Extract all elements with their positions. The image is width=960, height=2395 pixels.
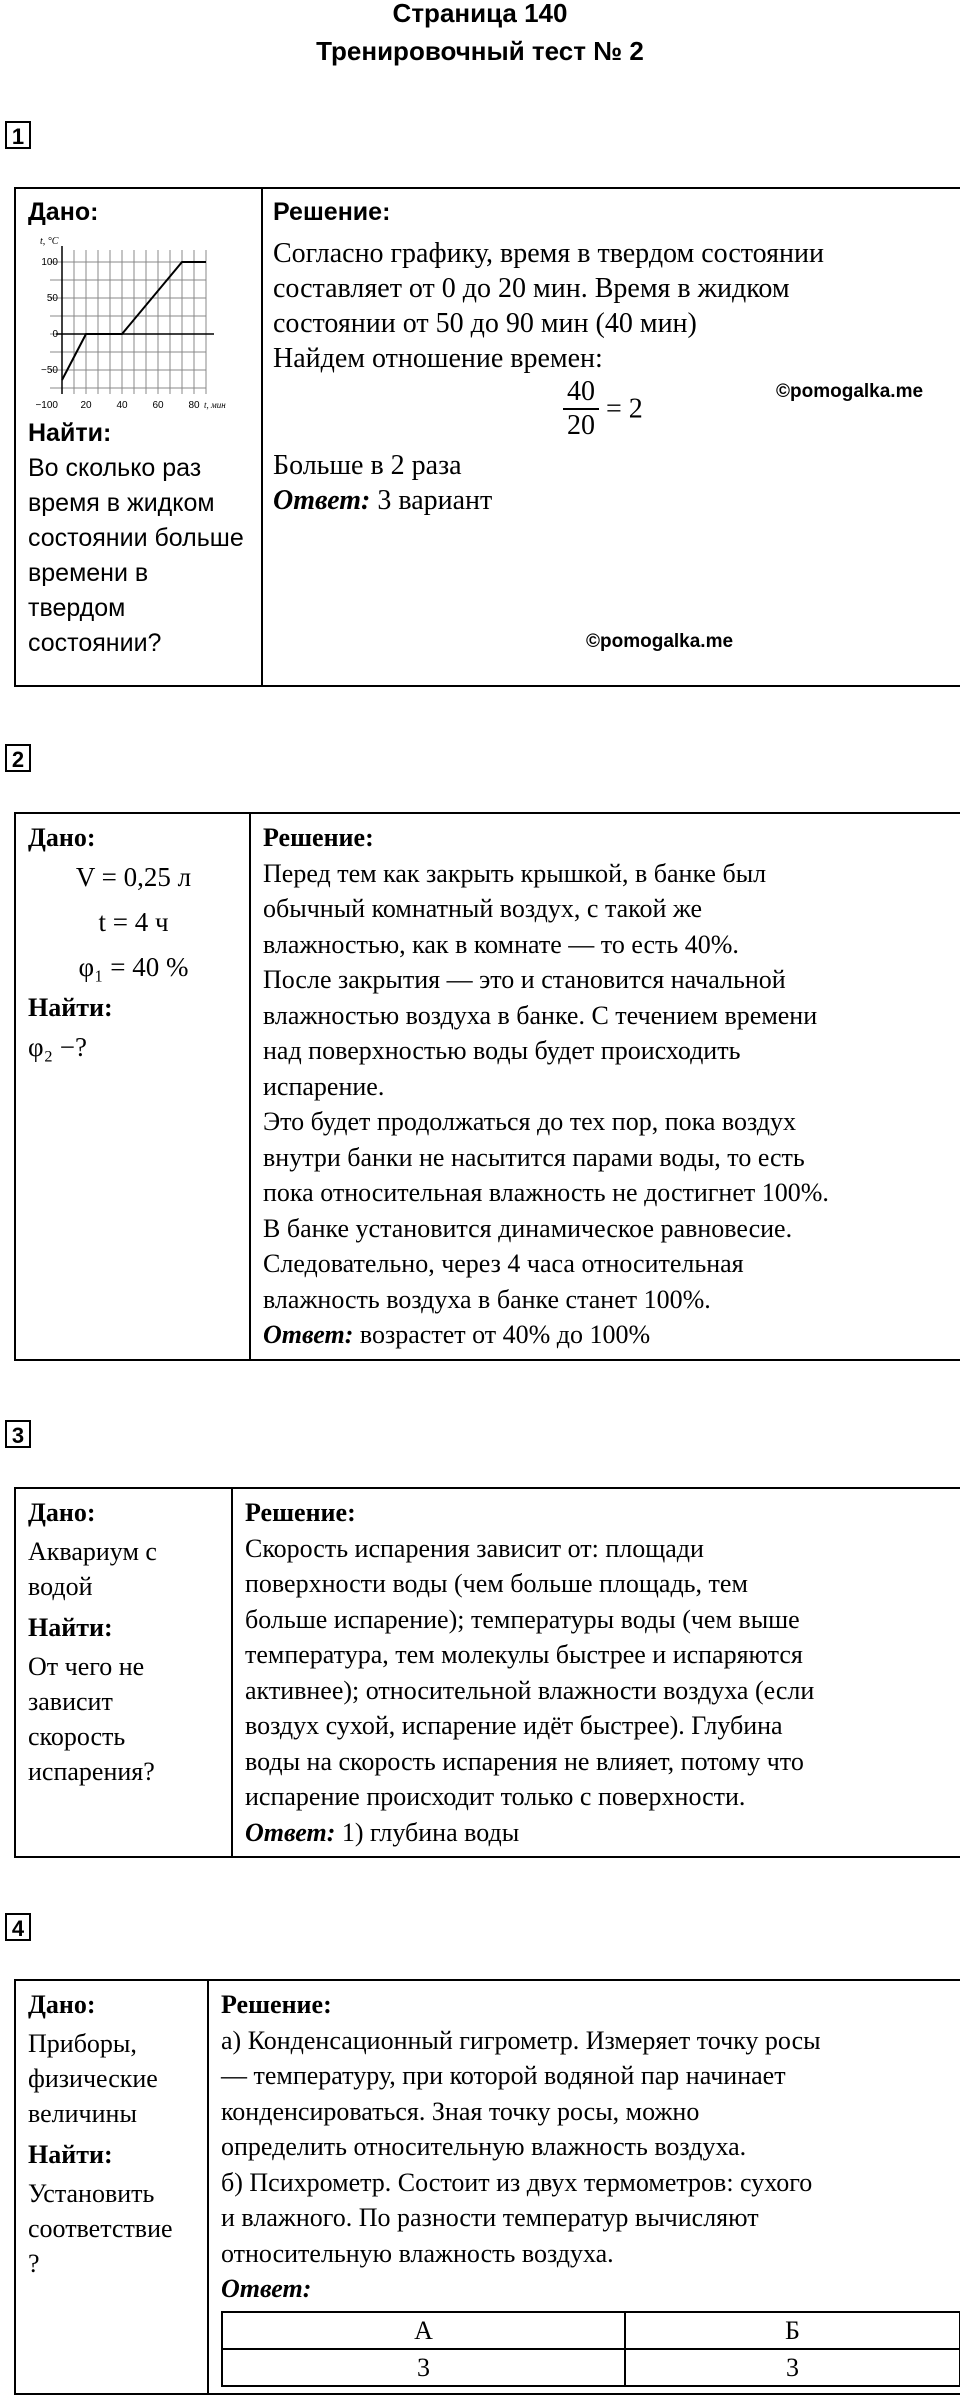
- answer-line: [273, 483, 950, 518]
- find-line: ?: [28, 2249, 40, 2278]
- test-title: Тренировочный тест № 2: [316, 36, 644, 66]
- solution-label: Решение:: [273, 198, 391, 226]
- solution-line: влажностью, как в комнате — то есть 40%.: [263, 929, 739, 959]
- solution-line: над поверхностью воды будет происходить: [263, 1036, 741, 1065]
- find-text: φ₂ −?: [28, 1032, 87, 1062]
- solution-label: Решение:: [263, 823, 374, 852]
- given-time: t = 4 ч: [98, 907, 169, 937]
- find-text: [28, 1649, 221, 1789]
- solution-line: воды на скорость испарения не влияет, потому что: [245, 1746, 804, 1776]
- solution-line: испарение.: [263, 1071, 385, 1101]
- solution-line: активнее); относительной влажности воздуха (если: [245, 1675, 815, 1705]
- solution-line: В банке установится динамическое равновесие.: [263, 1213, 793, 1243]
- solution-line: состоянии от 50 до 90 мин (40 мин): [273, 308, 697, 339]
- solution-line: Перед тем как закрыть крышкой, в банке был: [263, 858, 767, 888]
- task-2-solution-cell: [250, 813, 960, 1360]
- given-text: [28, 1534, 221, 1604]
- answer-table-header: Б: [625, 2312, 960, 2349]
- find-line: От чего не: [28, 1652, 145, 1681]
- task-2-table: [14, 812, 960, 1361]
- task-2-number: 2: [5, 744, 31, 772]
- solution-line: а) Конденсационный гигрометр. Измеряет точку росы: [221, 2025, 821, 2055]
- solution-line: обычный комнатный воздух, с такой же: [263, 894, 703, 923]
- task-4-table: [14, 1979, 960, 2395]
- graph-y-tick: −50: [41, 365, 58, 376]
- solution-text: [273, 236, 950, 376]
- solution-line: Согласно графику, время в твердом состоянии: [273, 238, 824, 269]
- graph-y-axis-label: t, °C: [40, 236, 59, 247]
- graph-x-tick: 60: [152, 400, 164, 411]
- solution-line: составляет от 0 до 20 мин. Время в жидком: [273, 273, 790, 304]
- given-humidity: φ₁ = 40 %: [78, 952, 189, 982]
- solution-line: влажность воздуха в банке станет 100%.: [263, 1284, 711, 1314]
- find-line: скорость: [28, 1722, 126, 1751]
- answer-label: Ответ:: [263, 1320, 354, 1349]
- answer-value: возрастет от 40% до 100%: [359, 1320, 651, 1349]
- solution-line: испарение происходит только с поверхности.: [245, 1782, 746, 1811]
- task-3-given-cell: [15, 1488, 232, 1857]
- solution-conclusion: Больше в 2 раза: [273, 450, 462, 481]
- temperature-time-graph: [22, 232, 242, 412]
- given-line: Приборы,: [28, 2029, 137, 2058]
- task-1-given-cell: [15, 188, 262, 686]
- given-line: водой: [28, 1572, 93, 1601]
- find-line: Установить: [28, 2179, 155, 2208]
- solution-line: внутри банки не насытится парами воды, то есть: [263, 1142, 805, 1172]
- solution-line: Это будет продолжаться до тех пор, пока воздух: [263, 1107, 797, 1136]
- given-text: [28, 2026, 197, 2131]
- answer-line: [263, 1317, 950, 1353]
- solution-line: температура, тем молекулы быстрее и испаряются: [245, 1640, 803, 1669]
- graph-grid: [50, 250, 206, 394]
- find-label: Найти:: [28, 1613, 113, 1642]
- solution-line: Следовательно, через 4 часа относительная: [263, 1249, 744, 1278]
- answer-table-header: А: [222, 2312, 625, 2349]
- find-line: испарения?: [28, 1757, 155, 1786]
- answer-table-value: 3: [222, 2349, 625, 2386]
- solution-line: Скорость испарения зависит от: площади: [245, 1533, 704, 1563]
- task-4-number: 4: [5, 1913, 31, 1941]
- graph-y-tick: −100: [35, 400, 58, 411]
- answer-value: 1) глубина воды: [341, 1817, 520, 1847]
- answer-label: Ответ:: [273, 485, 371, 516]
- watermark: ©pomogalka.me: [586, 631, 734, 652]
- fraction-denominator: 20: [567, 410, 595, 441]
- graph-x-tick: 80: [188, 400, 200, 411]
- find-label: Найти:: [28, 419, 112, 447]
- page-number-title: Страница 140: [392, 0, 568, 28]
- answer-table: [221, 2311, 960, 2387]
- graph-x-tick: 40: [116, 400, 128, 411]
- solution-line: больше испарение); температуры воды (чем выше: [245, 1604, 800, 1634]
- given-label: Дано:: [28, 198, 99, 226]
- given-line: величины: [28, 2099, 137, 2128]
- task-4-given-cell: [15, 1980, 208, 2394]
- fraction-result: = 2: [606, 393, 643, 425]
- solution-line: б) Психрометр. Состоит из двух термометров: сухого: [221, 2167, 813, 2197]
- graph-y-tick: 0: [52, 329, 58, 340]
- answer-line: [245, 1815, 950, 1851]
- graph-axes: [56, 246, 214, 394]
- task-3-table: [14, 1487, 960, 1858]
- fraction-numerator: 40: [563, 376, 599, 410]
- find-label: Найти:: [28, 2140, 113, 2169]
- given-line: физические: [28, 2064, 158, 2093]
- solution-line: относительную влажность воздуха.: [221, 2238, 614, 2268]
- find-line: зависит: [28, 1687, 113, 1716]
- solution-label: Решение:: [221, 1990, 332, 2019]
- find-text: [28, 2176, 197, 2281]
- solution-line: Найдем отношение времен:: [273, 343, 603, 374]
- given-volume: V = 0,25 л: [75, 862, 192, 892]
- solution-line: влажностью воздуха в банке. С течением времени: [263, 1000, 818, 1030]
- task-4-solution-cell: [208, 1980, 960, 2394]
- given-label: Дано:: [28, 823, 96, 852]
- find-line: соответствие: [28, 2214, 173, 2243]
- solution-line: поверхности воды (чем больше площадь, тем: [245, 1569, 748, 1598]
- answer-value: 3 вариант: [377, 485, 493, 516]
- find-text: Во сколько раз время в жидком состоянии больше времени в твердом состоянии?: [28, 454, 244, 657]
- task-3-solution-cell: [232, 1488, 960, 1857]
- graph-y-tick: 50: [46, 293, 58, 304]
- solution-line: После закрытия — это и становится начальной: [263, 965, 786, 994]
- given-label: Дано:: [28, 1990, 96, 2019]
- graph-x-tick: 20: [80, 400, 92, 411]
- solution-line: воздух сухой, испарение идёт быстрее). Глубина: [245, 1711, 783, 1740]
- solution-line: определить относительную влажность воздуха.: [221, 2132, 747, 2161]
- solution-line: и влажного. По разности температур вычисляют: [221, 2203, 759, 2232]
- task-1-solution-cell: [262, 188, 960, 686]
- find-label: Найти:: [28, 993, 113, 1022]
- solution-label: Решение:: [245, 1498, 356, 1527]
- given-label: Дано:: [28, 1498, 96, 1527]
- task-1-number: 1: [5, 121, 31, 149]
- task-2-given-cell: [15, 813, 250, 1360]
- watermark: ©pomogalka.me: [776, 381, 924, 402]
- answer-table-value: 3: [625, 2349, 960, 2386]
- task-1-table: [14, 187, 960, 687]
- task-3-number: 3: [5, 1420, 31, 1448]
- solution-line: — температуру, при которой водяной пар начинает: [221, 2061, 786, 2090]
- solution-line: пока относительная влажность не достигнет 100%.: [263, 1178, 829, 1207]
- graph-y-tick: 100: [41, 257, 58, 268]
- given-line: Аквариум с: [28, 1537, 157, 1566]
- graph-x-axis-label: t, мин: [204, 400, 226, 410]
- answer-label: Ответ:: [245, 1817, 336, 1847]
- solution-line: конденсироваться. Зная точку росы, можно: [221, 2096, 700, 2126]
- answer-label: Ответ:: [221, 2274, 312, 2303]
